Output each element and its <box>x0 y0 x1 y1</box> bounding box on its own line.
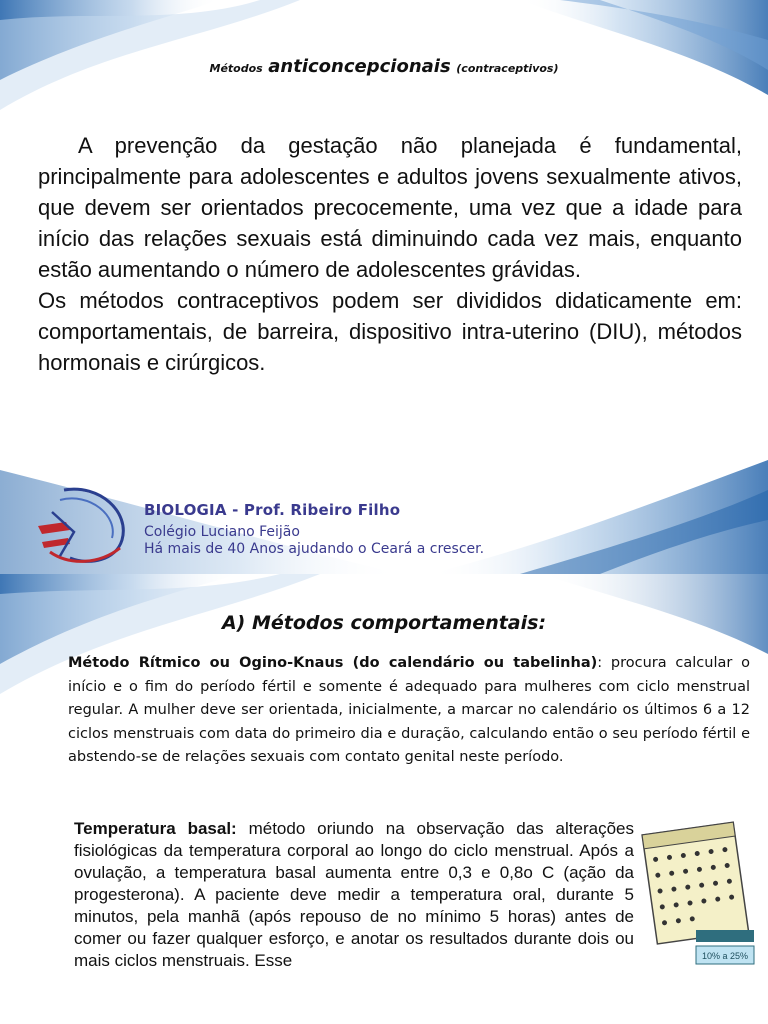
paragraph-temperatura-basal <box>74 818 634 972</box>
biology-logo-icon <box>30 482 140 568</box>
brand-school: Colégio Luciano Feijão <box>144 524 300 540</box>
slide-body <box>38 130 742 378</box>
title-main: anticoncepcionais <box>268 56 451 77</box>
calendar-label: 10% a 25% <box>701 951 749 961</box>
ritmico-heading: Método Rítmico ou Ogino-Knaus (do calendário ou tabelinha) <box>68 655 598 671</box>
paragraph-prevencao: A prevenção da gestação não planejada é fundamental, principalmente para adolescentes e adultos jovens sexualmente ativos, que devem ser orientados precocemente, uma vez que a idade para início das relações sexuais está diminuindo cada vez mais, enquanto estão aumentando o número de adolescentes grávidas. <box>38 133 742 282</box>
paragraph-metodos: Os métodos contraceptivos podem ser divididos didaticamente em: comportamentais, de barreira, dispositivo intra-uterino (DIU), métodos hormonais e cirúrgicos. <box>38 288 742 375</box>
slide-2 <box>0 574 768 1024</box>
title-suffix: (contraceptivos) <box>456 62 559 75</box>
slide-title <box>0 56 768 77</box>
title-prefix: Métodos <box>209 62 263 75</box>
section-title: A) Métodos comportamentais: <box>221 612 547 634</box>
paragraph-metodo-ritmico <box>68 652 750 770</box>
brand-title: BIOLOGIA - Prof. Ribeiro Filho <box>144 501 401 519</box>
school-brand <box>144 501 484 557</box>
temperatura-text: método oriundo na observação das alterações fisiológicas da temperatura corporal ao longo do ciclo menstrual. Após a ovulação, a temperatura basal aumenta entre 0,3 e 0,8o C (ação da progesterona). A paciente deve medir a temperatura oral, durante 5 minutos, pela manhã (após repouso de no mínimo 5 horas) antes de comer ou fazer qualquer esforço, e anotar os resultados durante dois ou mais ciclos menstruais. Esse <box>74 819 634 970</box>
brand-slogan: Há mais de 40 Anos ajudando o Ceará a crescer. <box>144 541 485 557</box>
calendar-illustration-icon <box>636 818 756 976</box>
temperatura-heading: Temperatura basal: <box>74 819 237 838</box>
ritmico-text: : procura calcular o início e o fim do período fértil e somente é adequado para mulheres com ciclo menstrual regular. A mulher deve ser orientada, inicialmente, a marcar no calendário os últimos 6 a 12 ciclos menstruais com data do primeiro dia e duração, calculando então o seu período fértil e abstendo-se de relações sexuais com contato genital neste período. <box>68 655 750 765</box>
